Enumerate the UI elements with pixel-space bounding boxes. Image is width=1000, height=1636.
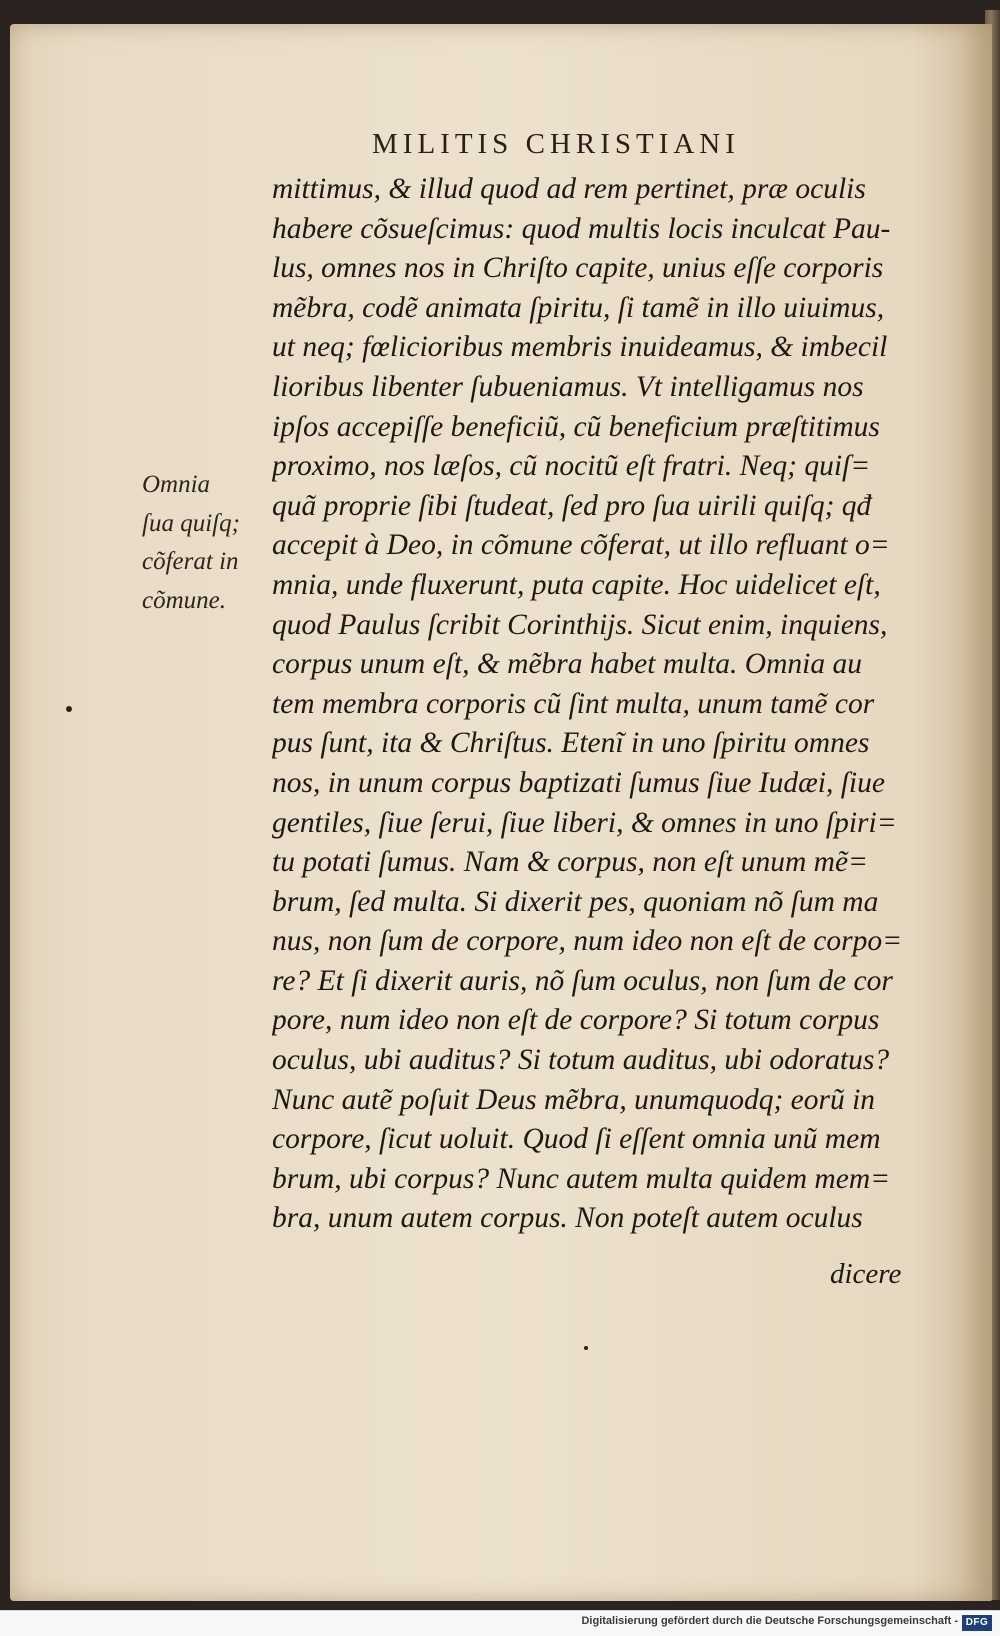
- text-line: tu potati ſumus. Nam & corpus, non eſt unum mẽ=: [272, 846, 868, 879]
- text-line: oculus, ubi auditus? Si totum auditus, ubi odoratus?: [272, 1044, 890, 1077]
- text-line: mnia, unde fluxerunt, puta capite. Hoc uidelicet eſt,: [272, 568, 881, 601]
- catchword: dicere: [830, 1258, 902, 1290]
- running-head: MILITIS CHRISTIANI: [372, 128, 740, 160]
- text-line: Nunc autẽ poſuit Deus mẽbra, unumquodq; eorũ in: [272, 1083, 876, 1116]
- text-line: nus, non ſum de corpore, num ideo non eſt de corpo=: [272, 925, 903, 958]
- text-line: quã proprie ſibi ſtudeat, ſed pro ſua uirili quiſq; qđ: [272, 489, 872, 522]
- text-line: gentiles, ſiue ſerui, ſiue liberi, & omnes in uno ſpiri=: [272, 806, 897, 839]
- text-line: quod Paulus ſcribit Corinthijs. Sicut enim, inquiens,: [272, 608, 888, 641]
- dfg-logo: DFG: [962, 1615, 992, 1631]
- text-line: corpore, ſicut uoluit. Quod ſi eſſent omnia unũ mem: [272, 1123, 881, 1156]
- text-line: habere cõsueſcimus: quod multis locis inculcat Pau-: [272, 212, 891, 245]
- text-line: tem membra corporis cũ ſint multa, unum tamẽ cor: [272, 687, 875, 720]
- marginal-note-line: ſua quiſq;: [142, 509, 240, 537]
- text-line: lus, omnes nos in Chriſto capite, unius eſſe corporis: [272, 252, 884, 285]
- text-line: ut neq; fœlicioribus membris inuideamus, & imbecil: [272, 331, 888, 364]
- marginal-note-line: Omnia: [142, 471, 211, 498]
- text-line: proximo, nos læſos, cũ nocitũ eſt fratri. Neq; quiſ=: [272, 450, 871, 483]
- text-line: mittimus, & illud quod ad rem pertinet, præ oculis: [272, 173, 866, 205]
- text-line: ipſos accepiſſe beneficiũ, cũ beneficium præſtitimus: [272, 410, 880, 443]
- text-line: nos, in unum corpus baptizati ſumus ſiue Iudæi, ſiue: [272, 766, 885, 799]
- text-line: bra, unum autem corpus. Non poteſt autem oculus: [272, 1202, 863, 1235]
- text-line: pus ſunt, ita & Chriſtus. Etenĩ in uno ſpiritu omnes: [272, 727, 870, 760]
- main-text-block: [272, 170, 922, 1239]
- text-line: re? Et ſi dixerit auris, nõ ſum oculus, non ſum de cor: [272, 964, 893, 997]
- text-line: corpus unum eſt, & mẽbra habet multa. Omnia au: [272, 648, 862, 681]
- text-line: brum, ſed multa. Si dixerit pes, quoniam nõ ſum ma: [272, 885, 879, 918]
- marginal-note-line: cõmune.: [142, 586, 226, 614]
- text-line: pore, num ideo non eſt de corpore? Si totum corpus: [272, 1004, 880, 1037]
- marginal-note: [142, 466, 272, 620]
- text-line: lioribus libenter ſubueniamus. Vt intelligamus nos: [272, 370, 864, 403]
- digitization-footer: [0, 1610, 1000, 1636]
- text-line: mẽbra, codẽ animata ſpiritu, ſi tamẽ in illo uiuimus,: [272, 291, 885, 324]
- text-line: accepit à Deo, in cõmune cõferat, ut illo refluant o=: [272, 529, 890, 562]
- marginal-note-line: cõferat in: [142, 548, 239, 575]
- ink-speck: [584, 1346, 588, 1350]
- funding-credit: Digitalisierung gefördert durch die Deutsche Forschungsgemeinschaft -: [581, 1615, 958, 1627]
- ink-speck: [66, 706, 72, 712]
- text-line: brum, ubi corpus? Nunc autem multa quidem mem=: [272, 1162, 891, 1195]
